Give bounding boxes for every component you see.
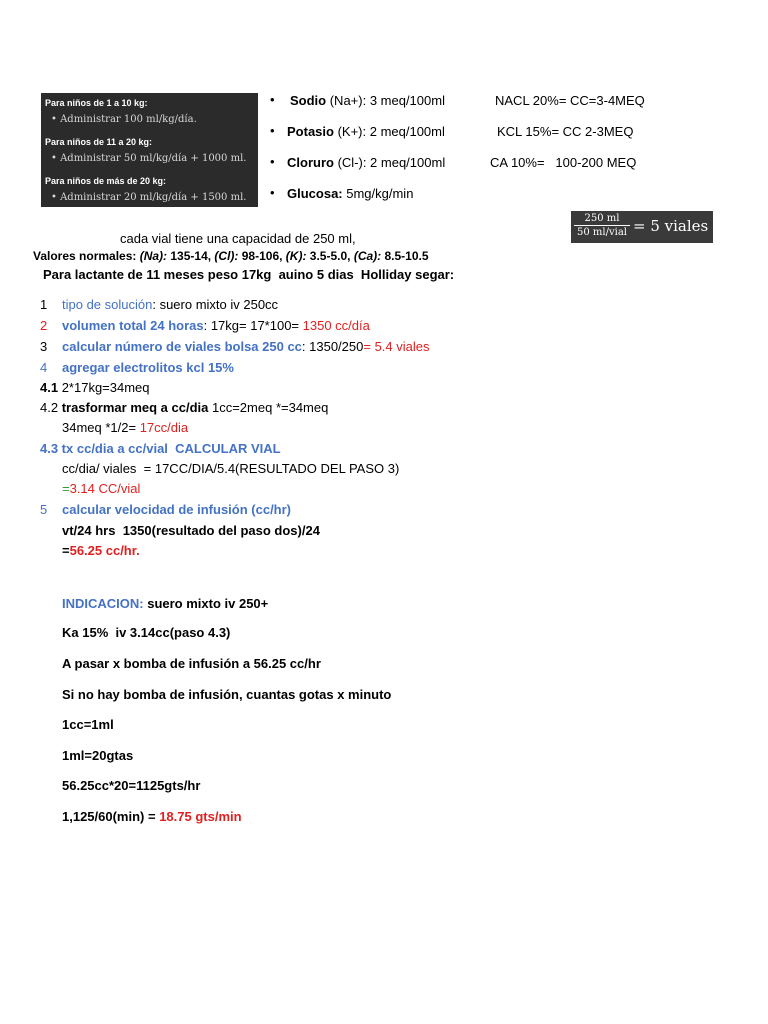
- step-2-result: 1350 cc/día: [302, 318, 370, 333]
- normal-values-label: Valores normales:: [33, 249, 140, 263]
- cloruro-value: (Cl-): 2 meq/100ml: [333, 155, 446, 170]
- rule-heading-1: Para niños de 1 a 10 kg:: [45, 98, 148, 108]
- step-4-3-line-2: cc/dia/ viales = 17CC/DIA/5.4(RESULTADO DEL PASO 3): [62, 461, 400, 476]
- bullet-potasio: •: [270, 123, 275, 138]
- vials-formula-image: [571, 211, 713, 243]
- step-5-equals: =: [62, 543, 70, 558]
- rule-text-1: • Administrar 100 ml/kg/día.: [51, 114, 197, 125]
- step-4-2-number: 4.2: [40, 400, 62, 415]
- step-4-1-number: 4.1: [40, 380, 59, 395]
- indicacion-line-1: Ka 15% iv 3.14cc(paso 4.3): [62, 625, 231, 640]
- step-4-2-calc: 34meq *1/2=: [62, 420, 140, 435]
- step-3-text: : 1350/250: [301, 339, 364, 354]
- step-1-text: : suero mixto iv 250cc: [152, 297, 279, 312]
- step-3-number: 3: [40, 339, 48, 354]
- ca-note: CA 10%= 100-200 MEQ: [490, 155, 637, 170]
- na-value: 135-14,: [167, 249, 215, 263]
- step-4-3-label: 4.3 tx cc/dia a cc/vial CALCULAR VIAL: [40, 441, 281, 456]
- cloruro-line: [287, 155, 445, 170]
- potasio-label: Potasio: [287, 124, 334, 139]
- case-title: Para lactante de 11 meses peso 17kg auino 5 dias Holliday segar:: [43, 267, 455, 282]
- vial-capacity-note: cada vial tiene una capacidad de 250 ml,: [120, 231, 356, 246]
- glucosa-line: [287, 186, 413, 201]
- step-1-number: 1: [40, 297, 48, 312]
- step-4-2-label: trasformar meq a cc/dia: [61, 400, 209, 415]
- step-5-number: 5: [40, 502, 48, 517]
- indicacion-label: INDICACION:: [62, 596, 144, 611]
- step-4-2-line-2: [62, 420, 188, 435]
- cl-key: (Cl):: [214, 249, 239, 263]
- bullet-sodio: •: [270, 92, 275, 107]
- step-2-label: volumen total 24 horas: [62, 318, 204, 333]
- glucosa-label: Glucosa:: [287, 186, 343, 201]
- step-4-2-text: 1cc=2meq *=34meq: [208, 400, 329, 415]
- potasio-value: (K+): 2 meq/100ml: [333, 124, 445, 139]
- step-5-result: 56.25 cc/hr.: [69, 543, 140, 558]
- step-4-3-line-3: [62, 481, 140, 496]
- rule-heading-2: Para niños de 11 a 20 kg:: [45, 137, 153, 147]
- formula-fraction: [574, 213, 630, 238]
- k-value: 3.5-5.0,: [306, 249, 354, 263]
- ca-value: 8.5-10.5: [381, 249, 429, 263]
- step-4-label: agregar electrolitos kcl 15%: [62, 360, 234, 375]
- bullet-cloruro: •: [270, 154, 275, 169]
- step-3-label: calcular número de viales bolsa 250 cc: [62, 339, 302, 354]
- potasio-line: [287, 124, 445, 139]
- step-3: [62, 339, 429, 354]
- indicacion-text: suero mixto iv 250+: [143, 596, 269, 611]
- cloruro-label: Cloruro: [287, 155, 334, 170]
- formula-result: = 5 viales: [633, 217, 709, 235]
- bullet-glucosa: •: [270, 185, 275, 200]
- holliday-rules-image: [41, 93, 258, 207]
- sodio-value: (Na+): 3 meq/100ml: [326, 93, 445, 108]
- indicacion-line: [62, 596, 268, 611]
- step-5-line-2: vt/24 hrs 1350(resultado del paso dos)/24: [62, 523, 320, 538]
- formula-denominator: 50 ml/vial: [577, 227, 627, 238]
- k-key: (K):: [285, 249, 307, 263]
- indicacion-line-5: 1ml=20gtas: [62, 748, 134, 763]
- kcl-note: KCL 15%= CC 2-3MEQ: [497, 124, 634, 139]
- formula-numerator: 250 ml: [574, 213, 630, 226]
- step-4-3-equals: =: [62, 481, 70, 496]
- na-key: (Na):: [139, 249, 168, 263]
- drops-calc: 1,125/60(min) =: [62, 809, 160, 824]
- glucosa-value: 5mg/kg/min: [342, 186, 414, 201]
- sodio-label: Sodio: [290, 93, 327, 108]
- step-1: [62, 297, 278, 312]
- rule-text-3: • Administrar 20 ml/kg/día + 1500 ml.: [51, 192, 247, 203]
- indicacion-line-4: 1cc=1ml: [62, 717, 114, 732]
- ca-key: (Ca):: [353, 249, 382, 263]
- step-5-line-3: [62, 543, 140, 558]
- indicacion-line-6: 56.25cc*20=1125gts/hr: [62, 778, 201, 793]
- cl-value: 98-106,: [238, 249, 286, 263]
- step-2-text: : 17kg= 17*100=: [203, 318, 303, 333]
- drops-result: 18.75 gts/min: [159, 809, 242, 824]
- step-5-label: calcular velocidad de infusión (cc/hr): [62, 502, 292, 517]
- sodio-line: [290, 93, 445, 108]
- step-2-number: 2: [40, 318, 48, 333]
- rule-heading-3: Para niños de más de 20 kg:: [45, 176, 167, 186]
- step-3-result: = 5.4 viales: [363, 339, 430, 354]
- step-4-1-text: 2*17kg=34meq: [58, 380, 150, 395]
- nacl-note: NACL 20%= CC=3-4MEQ: [495, 93, 645, 108]
- step-4-3-result: 3.14 CC/vial: [69, 481, 141, 496]
- step-4-1: [40, 380, 150, 395]
- step-1-label: tipo de solución: [62, 297, 153, 312]
- indicacion-line-3: Si no hay bomba de infusión, cuantas gotas x minuto: [62, 687, 392, 702]
- rule-text-2: • Administrar 50 ml/kg/día + 1000 ml.: [51, 153, 247, 164]
- step-4-2: [40, 400, 328, 415]
- normal-values: [33, 249, 429, 263]
- indicacion-line-2: A pasar x bomba de infusión a 56.25 cc/hr: [62, 656, 321, 671]
- step-4-2-result: 17cc/dia: [139, 420, 189, 435]
- step-4-number: 4: [40, 360, 48, 375]
- indicacion-line-7: [62, 809, 242, 824]
- step-2: [62, 318, 370, 333]
